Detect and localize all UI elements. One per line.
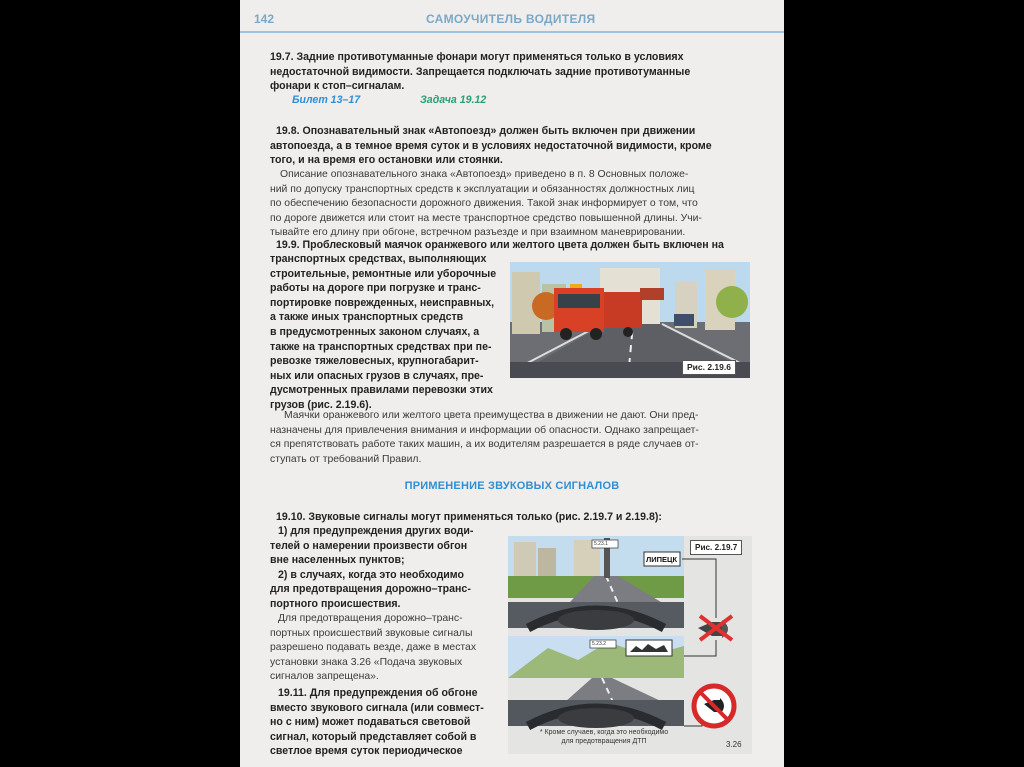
beacon-note [270,409,775,467]
rule-line: автопоезда, а в темное время суток и в условиях недостаточной видимости, кроме [270,139,712,152]
task-ref: Задача 19.12 [420,94,487,106]
figure-footnote [514,729,694,746]
book-title: САМОУЧИТЕЛЬ ВОДИТЕЛЯ [426,12,596,26]
rule-19-7 [270,50,770,94]
rule-line: 19.11. Для предупреждения об обгоне [278,687,478,699]
rule-line: того, и на время его остановки или стоянки. [270,154,503,166]
city-sign: ЛИПЕЦК [646,555,678,564]
note-line: ступать от требований Правил. [270,453,422,465]
note-line: назначены для привлечения внимания и информации об опасности. Однако запрещает- [270,424,699,436]
rule-19-9-first-line: 19.9. Проблесковый маячок оранжевого или желтого цвета должен быть включен на [276,239,724,251]
rule-line: сигнал, который представляет собой в [270,730,477,743]
figure-caption: Рис. 2.19.7 [690,540,742,555]
figure-caption: Рис. 2.19.6 [682,360,736,375]
figure-2-19-7 [508,536,752,754]
rule-19-8 [270,124,775,168]
note-line: портных происшествий звуковые сигналы [270,627,473,639]
note-line: сигналов запрещена». [270,671,379,682]
rule-line: недостаточной видимости. Запрещается подключать задние противотуманные [270,65,691,78]
rule-line: светлое время суток периодическое [270,745,463,757]
rule-19-8-description [270,168,775,241]
ticket-ref: Билет 13–17 [292,94,361,106]
rule-line: телей о намерении произвести обгон [270,539,468,552]
section-title: ПРИМЕНЕНИЕ ЗВУКОВЫХ СИГНАЛОВ [404,480,620,492]
note-line: разрешено подавать везде, даже в местах [270,642,477,653]
rule-line: портировке поврежденных, неисправных, [270,296,495,309]
rule-line: портного происшествия. [270,597,401,610]
footnote-line: * Кроме случаев, когда это необходимо [539,729,669,736]
rule-line: дусмотренных правилами перевозки этих [270,384,493,397]
desc-line: Описание опознавательного знака «Автопоезд» приведено в п. 8 Основных положе- [280,169,689,180]
note-line: установки знака 3.26 «Подача звуковых [270,656,463,668]
rule-line: а также иных транспортных средств [270,311,464,324]
rule-line: строительные, ремонтные или уборочные [270,267,497,280]
rule-line: грузов (рис. 2.19.6). [270,398,372,411]
rule-19-10 [270,524,500,611]
page-number: 142 [254,12,275,26]
note-line: Маячки оранжевого или желтого цвета преимущества в движении не дают. Они пред- [284,410,699,421]
rule-line: но с ним) может подаваться световой [270,716,471,728]
rule-19-10-intro: 19.10. Звуковые сигналы могут применяться только (рис. 2.19.7 и 2.19.8): [276,511,662,523]
desc-line: тывайте его длину при обгоне, встречном разъезде и при взаимном маневрировании. [270,227,686,238]
rule-line: в предусмотренных законом случаях, а [270,325,480,338]
rule-line: ревозке тяжеловесных, крупногабарит- [270,355,479,368]
rule-19-10-note [270,612,500,685]
rule-line: ных или опасных грузов в случаях, пре- [270,369,484,382]
rule-line: транспортных средствах, выполняющих [270,253,487,265]
desc-line: ний по допуску транспортных средств к эксплуатации и обязанностях должностных лиц [270,183,695,195]
book-page [240,0,784,767]
desc-line: по дороге движется или стоит на месте транспортное средство повышенной длины. Учи- [270,212,702,224]
rule-19-11 [270,686,500,759]
rule-line: вместо звукового сигнала (или совмест- [270,701,484,714]
rule-line: вне населенных пунктов; [270,554,405,566]
figure-2-19-6 [510,262,750,378]
rule-19-9 [270,252,508,413]
rule-line: также на транспортных средствах при пе- [270,340,492,353]
sign-number: 3.26 [726,740,742,749]
sign-label-bottom: 5.23.2 [592,641,606,647]
rule-line: 19.7. Задние противотуманные фонари могут применяться только в условиях [270,51,684,63]
page-header [240,0,784,33]
horn-usage-illustration [508,536,752,754]
desc-line: по обеспечению безопасности дорожного движения. Такой знак информирует о том, что [270,198,698,209]
note-line: Для предотвращения дорожно–транс- [278,613,463,624]
rule-line: 2) в случаях, когда это необходимо [278,568,464,581]
rule-line: для предотвращения дорожно–транс- [270,583,471,595]
rule-line: фонари к стоп–сигналам. [270,80,405,92]
rule-line: 19.8. Опознавательный знак «Автопоезд» должен быть включен при движении [276,125,696,137]
rule-line: работы на дороге при погрузке и транс- [270,282,481,295]
no-horn-sign-icon [694,686,734,726]
sign-label-top: 5.23.1 [594,541,608,547]
footnote-line: для предотвращения ДТП [561,737,647,745]
horn-icon [698,616,732,640]
note-line: ся препятствовать работе таких машин, а их водителям разрешается в ряде случаев от- [270,439,699,450]
rule-line: 1) для предупреждения других води- [278,525,474,537]
